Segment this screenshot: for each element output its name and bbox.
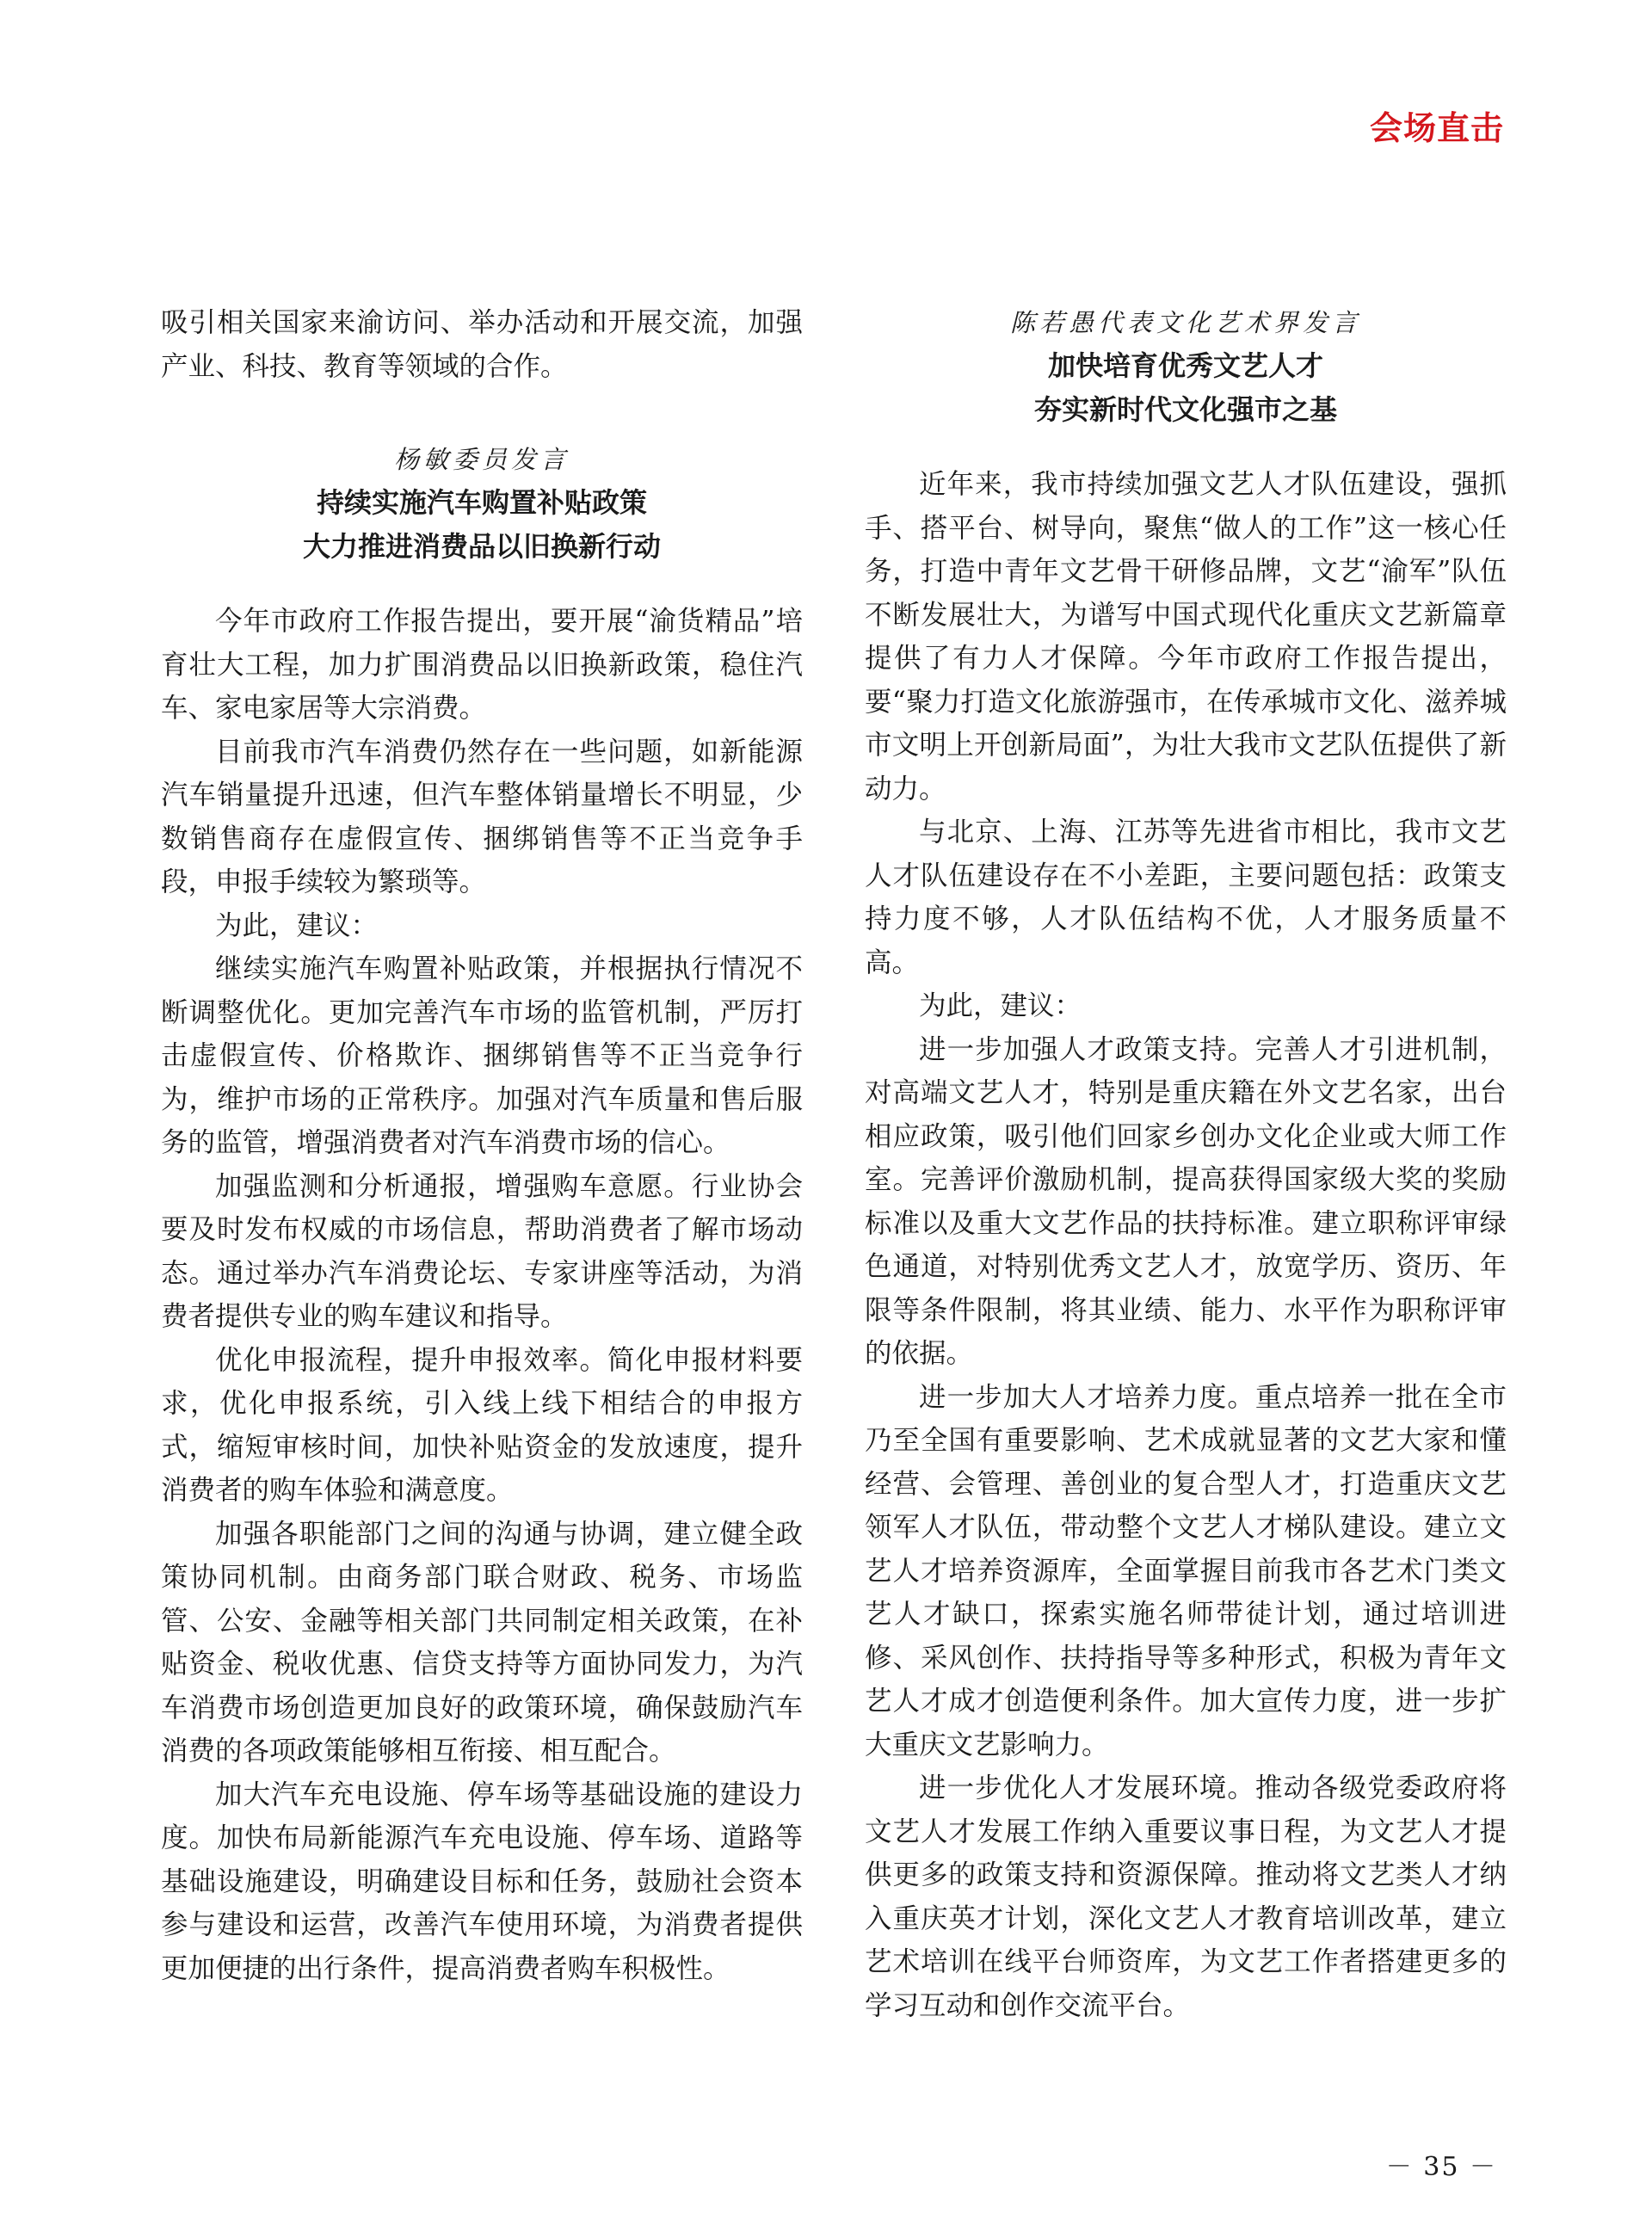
body-paragraph: 进一步优化人才发展环境。推动各级党委政府将文艺人才发展工作纳入重要议事日程，为文艺人才提供更多的政策支持和资源保障。推动将文艺类人才纳入重庆英才计划，深化文艺人才教育培训改革，建立艺术培训在线平台师资库，为文艺工作者搭建更多的学习互动和创作交流平台。 bbox=[865, 1773, 1507, 2021]
body-paragraph: 目前我市汽车消费仍然存在一些问题，如新能源汽车销量提升迅速，但汽车整体销量增长不明显，少数销售商存在虚假宣传、捆绑销售等不正当竞争手段，申报手续较为繁琐等。 bbox=[161, 736, 803, 897]
speech-heading-chen-ruoyu bbox=[865, 301, 1507, 432]
body-paragraph: 与北京、上海、江苏等先进省市相比，我市文艺人才队伍建设存在不小差距，主要问题包括：政策支持力度不够，人才队伍结构不优，人才服务质量不高。 bbox=[865, 817, 1507, 978]
speech-body-chen-ruoyu bbox=[865, 463, 1507, 2027]
speech-heading-yang-min bbox=[161, 438, 803, 569]
body-paragraph: 为此，建议： bbox=[919, 990, 1082, 1021]
body-paragraph: 加大汽车充电设施、停车场等基础设施的建设力度。加快布局新能源汽车充电设施、停车场、道路等基础设施建设，明确建设目标和任务，鼓励社会资本参与建设和运营，改善汽车使用环境，为消费者提供更加便捷的出行条件，提高消费者购车积极性。 bbox=[161, 1779, 803, 1984]
section-tag: 会场直击 bbox=[1369, 109, 1504, 147]
body-paragraph: 加强监测和分析通报，增强购车意愿。行业协会要及时发布权威的市场信息，帮助消费者了解市场动态。通过举办汽车消费论坛、专家讲座等活动，为消费者提供专业的购车建议和指导。 bbox=[161, 1170, 803, 1332]
speech-title-line-1: 加快培育优秀文艺人才 bbox=[1047, 349, 1323, 382]
speech-title-line-1: 持续实施汽车购置补贴政策 bbox=[316, 486, 647, 519]
body-paragraph: 为此，建议： bbox=[215, 910, 379, 941]
left-column bbox=[161, 301, 803, 1990]
speaker-name: 陈若愚代表文化艺术界发言 bbox=[1009, 308, 1361, 337]
right-column bbox=[865, 301, 1507, 2027]
body-paragraph: 进一步加大人才培养力度。重点培养一批在全市乃至全国有重要影响、艺术成就显著的文艺大家和懂经营、会管理、善创业的复合型人才，打造重庆文艺领军人才队伍，带动整个文艺人才梯队建设。建立文艺人才培养资源库，全面掌握目前我市各艺术门类文艺人才缺口，探索实施名师带徒计划，通过培训进修、采风创作、扶持指导等多种形式，积极为青年文艺人才成才创造便利条件。加大宣传力度，进一步扩大重庆文艺影响力。 bbox=[865, 1381, 1507, 1760]
speech-title-line-2: 夯实新时代文化强市之基 bbox=[1033, 393, 1337, 426]
body-paragraph: 今年市政府工作报告提出，要开展“渝货精品”培育壮大工程，加力扩围消费品以旧换新政策，稳住汽车、家电家居等大宗消费。 bbox=[161, 606, 803, 724]
body-paragraph: 进一步加强人才政策支持。完善人才引进机制，对高端文艺人才，特别是重庆籍在外文艺名家，出台相应政策，吸引他们回家乡创办文化企业或大师工作室。完善评价激励机制，提高获得国家级大奖的奖励标准以及重大文艺作品的扶持标准。建立职称评审绿色通道，对特别优秀文艺人才，放宽学历、资历、年限等条件限制，将其业绩、能力、水平作为职称评审的依据。 bbox=[865, 1033, 1507, 1369]
speech-title-line-2: 大力推进消费品以旧换新行动 bbox=[302, 530, 661, 563]
body-paragraph: 近年来，我市持续加强文艺人才队伍建设，强抓手、搭平台、树导向，聚焦“做人的工作”这一核心任务，打造中青年文艺骨干研修品牌，文艺“渝军”队伍不断发展壮大，为谱写中国式现代化重庆文艺新篇章提供了有力人才保障。今年市政府工作报告提出，要“聚力打造文化旅游强市，在传承城市文化、滋养城市文明上开创新局面”，为壮大我市文艺队伍提供了新动力。 bbox=[865, 469, 1507, 805]
body-paragraph: 继续实施汽车购置补贴政策，并根据执行情况不断调整优化。更加完善汽车市场的监管机制，严厉打击虚假宣传、价格欺诈、捆绑销售等不正当竞争行为，维护市场的正常秩序。加强对汽车质量和售后服务的监管，增强消费者对汽车消费市场的信心。 bbox=[161, 953, 803, 1158]
continued-paragraph: 吸引相关国家来渝访问、举办活动和开展交流，加强产业、科技、教育等领域的合作。 bbox=[161, 307, 803, 382]
body-paragraph: 优化申报流程，提升申报效率。简化申报材料要求，优化申报系统，引入线上线下相结合的申报方式，缩短审核时间，加快补贴资金的发放速度，提升消费者的购车体验和满意度。 bbox=[161, 1344, 803, 1506]
speech-body-yang-min bbox=[161, 600, 803, 1990]
page-number: － 35 － bbox=[1385, 2152, 1497, 2182]
body-paragraph: 加强各职能部门之间的沟通与协调，建立健全政策协同机制。由商务部门联合财政、税务、市场监管、公安、金融等相关部门共同制定相关政策，在补贴资金、税收优惠、信贷支持等方面协同发力，为汽车消费市场创造更加良好的政策环境，确保鼓励汽车消费的各项政策能够相互衔接、相互配合。 bbox=[161, 1518, 803, 1767]
speaker-name: 杨敏委员发言 bbox=[393, 445, 570, 474]
